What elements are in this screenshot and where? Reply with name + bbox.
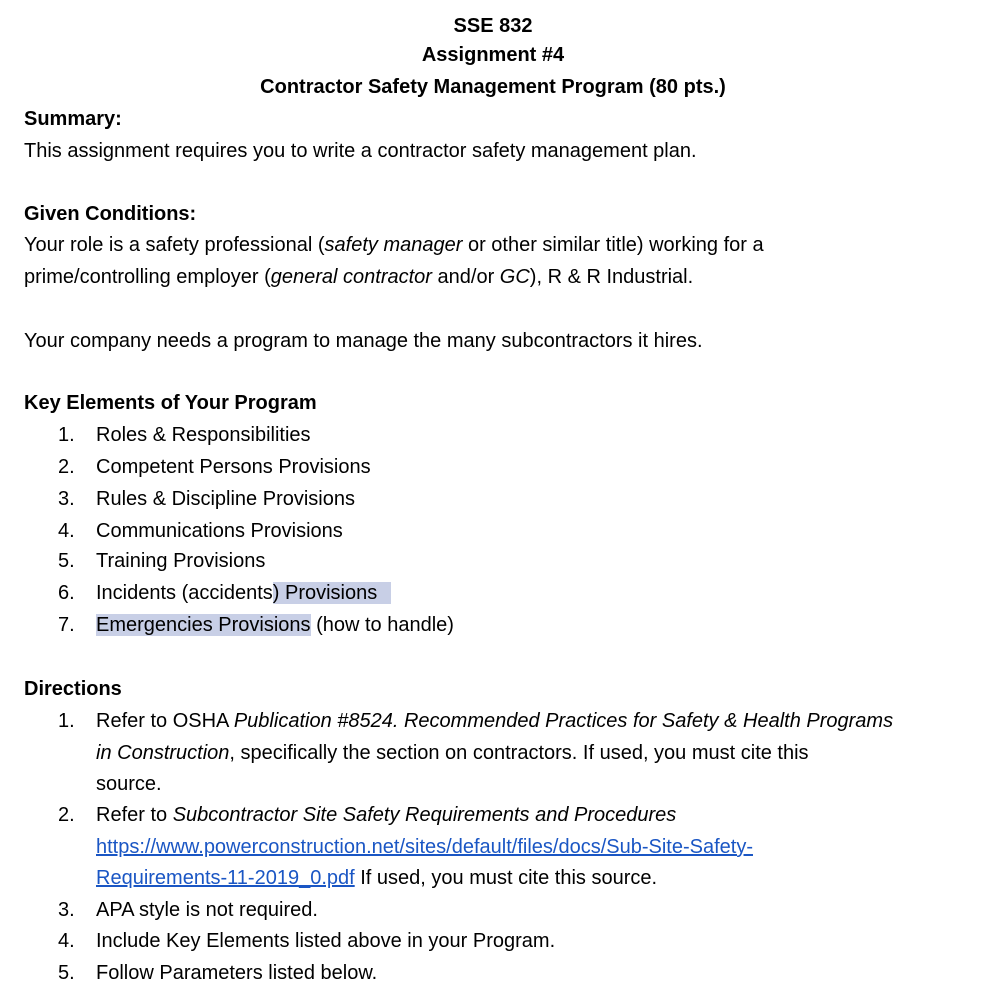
summary-text: This assignment requires you to write a contractor safety management plan. [24,140,697,162]
list-text: Rules & Discipline Provisions [96,488,355,510]
summary-heading: Summary: [24,108,122,130]
list-text: Competent Persons Provisions [96,456,371,478]
text-run: Refer to [96,804,173,826]
text-run-italic: Subcontractor Site Safety Requirements and Procedures [172,804,677,826]
list-number: 5. [58,550,75,572]
given-conditions-line-1 [24,233,764,257]
list-text: Roles & Responsibilities [96,424,311,446]
given-conditions-line-2 [24,265,693,289]
key-elements-heading: Key Elements of Your Program [24,392,317,414]
text-run: If used, you must cite this source. [354,867,658,889]
list-text [96,581,391,605]
text-run: Your role is a safety professional ( [24,234,325,256]
list-text: APA style is not required. [96,899,318,921]
text-run: prime/controlling employer ( [24,266,271,288]
list-number: 2. [58,456,75,478]
list-number: 3. [58,488,75,510]
given-conditions-paragraph-2: Your company needs a program to manage the many subcontractors it hires. [24,330,703,352]
list-number: 1. [58,424,75,446]
list-number: 3. [58,899,75,921]
text-run-italic: GC [499,266,530,288]
list-number: 4. [58,520,75,542]
list-text: source. [96,773,162,795]
text-run: (how to handle) [310,614,454,636]
text-run-italic: in Construction [96,742,230,764]
list-text: Training Provisions [96,550,266,572]
list-number: 1. [58,710,75,732]
list-text: Communications Provisions [96,520,343,542]
text-run-italic: safety manager [324,234,463,256]
directions-heading: Directions [24,678,122,700]
list-text [96,709,893,733]
text-run: or other similar title) working for a [462,234,764,256]
text-run: and/or [431,266,500,288]
list-number: 7. [58,614,75,636]
list-text [96,803,676,827]
highlighted-text: Emergencies Provisions [96,614,311,636]
text-run-italic: general contractor [270,266,432,288]
list-number: 4. [58,930,75,952]
highlighted-text: ) Provisions [273,582,391,604]
text-run-italic: Publication #8524. Recommended Practices for Safety & Health Programs [233,710,894,732]
given-conditions-heading: Given Conditions: [24,203,197,225]
list-text [96,741,809,765]
text-run: ), R & R Industrial. [529,266,694,288]
course-code: SSE 832 [453,15,533,37]
list-number: 5. [58,962,75,984]
assignment-number: Assignment #4 [421,44,565,66]
assignment-title: Contractor Safety Management Program (80 pts.) [260,76,726,98]
list-text: Include Key Elements listed above in your Program. [96,930,556,952]
list-text: Follow Parameters listed below. [96,962,378,984]
url-link[interactable]: Requirements-11-2019_0.pdf [96,867,355,889]
text-run: Incidents (accidents [96,582,273,604]
list-text [96,613,454,637]
url-link[interactable]: https://www.powerconstruction.net/sites/default/files/docs/Sub-Site-Safety- [96,836,753,858]
text-run: Refer to OSHA [96,710,234,732]
text-run: , specifically the section on contractors. If used, you must cite this [229,742,809,764]
list-number: 6. [58,582,75,604]
list-text [96,866,657,890]
list-text [96,835,753,859]
list-number: 2. [58,804,75,826]
